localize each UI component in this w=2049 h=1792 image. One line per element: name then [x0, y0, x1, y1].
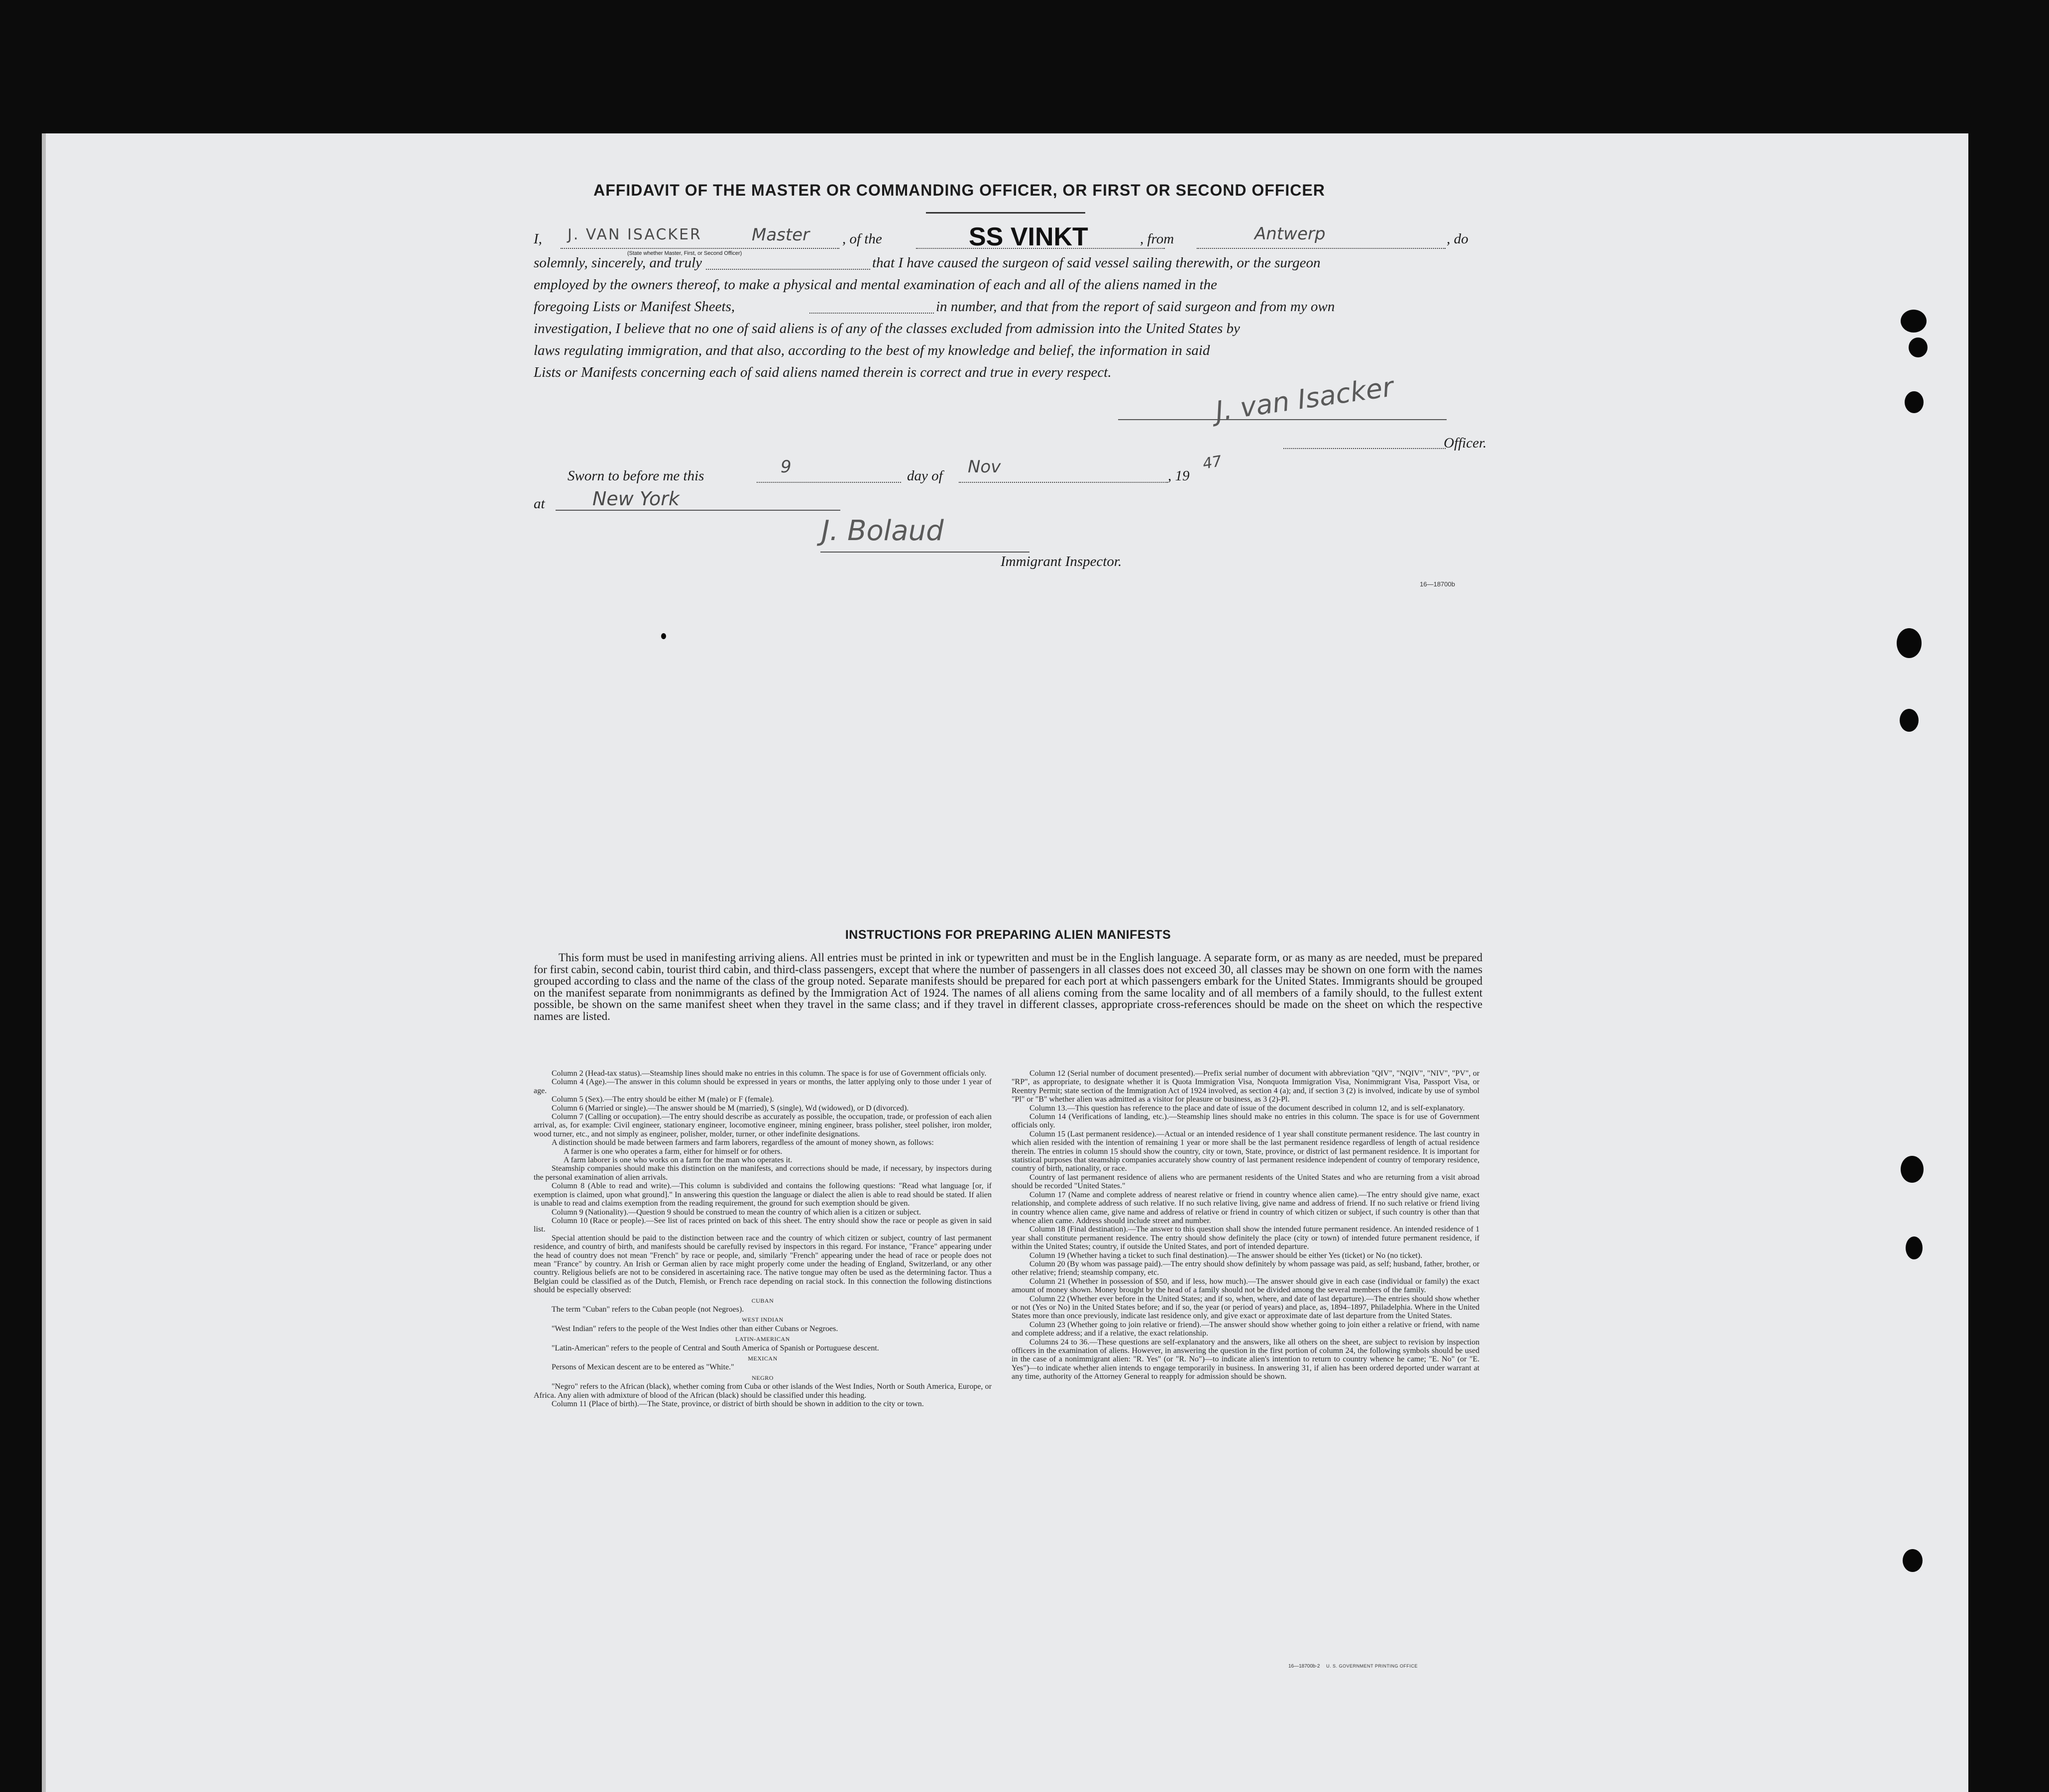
col-14-note: Column 14 (Verifications of landing, etc.).—Steamship lines should make no entries in this column. The space is for use of Government officials only. [1012, 1113, 1480, 1130]
farmer-definition: A farmer is one who operates a farm, either for himself or for others. [564, 1147, 783, 1156]
punch-hole [1897, 628, 1922, 658]
col-18-note: Column 18 (Final destination).—The answer to this question shall show the intended future permanent residence. An intended residence of 1 year shall constitute permanent residence. The entry should show definitely the place (city or town) of intended future permanent residence, if within the United States; country, if outside the United States, and port of intended departure. [1012, 1225, 1480, 1251]
col-23-note: Column 23 (Whether going to join relative or friend).—The answer should show whether going to join either a relative or friend, with name and complete address; and if a relative, the exact relationship. [1012, 1320, 1480, 1338]
col-17-note: Column 17 (Name and complete address of nearest relative or friend in country whence alien came).—The entry should give name, exact relationship, and complete address of such relative. If no such relative living, give name and address of friend. If no such relative or friend living in country whence alien came, give name and address of relative or friend in country of which citizen or subject, if such country is other than that whence alien came. Address should include street and number. [1012, 1190, 1480, 1225]
form-number-bottom: 16—18700b-2 [1288, 1664, 1320, 1669]
day-fill [757, 482, 901, 483]
negro-heading: NEGRO [752, 1374, 774, 1381]
officer-label: Officer. [1444, 435, 1487, 451]
inspector-signature-line [820, 552, 1029, 553]
cuban-text: The term "Cuban" refers to the Cuban people (not Negroes). [552, 1305, 744, 1314]
number-fill [809, 313, 934, 314]
aff-line-6: laws regulating immigration, and that also, according to the best of my knowledge and belief, the information in said [534, 342, 1210, 358]
col-10-note: Column 10 (Race or people).—See list of races printed on back of this sheet. The entry should show the race or people as given in said list. [534, 1216, 992, 1234]
col-21-note: Column 21 (Whether in possession of $50, and if less, how much).—The answer should give in each case (individual or family) the exact amount of money shown. Money brought by the head of a family should not be divided among the several members of the family. [1012, 1277, 1480, 1295]
mexican-heading: MEXICAN [748, 1355, 778, 1362]
port-from: Antwerp [1254, 224, 1326, 244]
cuban-heading: CUBAN [751, 1297, 774, 1304]
at-label: at [534, 496, 545, 512]
sworn-month: Nov [968, 457, 1001, 477]
month-fill [959, 482, 1168, 483]
punch-hole [1901, 310, 1927, 333]
day-of-label: day of [907, 468, 943, 484]
col-24-36-note: Columns 24 to 36.—These questions are self-explanatory and the answers, like all others on the sheet, are subject to revision by inspection officers in the examination of aliens. However, in answering the question in the first portion of column 24, the following symbols should be used in the case of a nonimmigrant alien: "R. Yes" (or "R. No")—to indicate alien's intention to return to country whence he came; "E. No" (or "E. Yes")—to indicate whether alien intends to engage temporarily in business. In answering 31, if alien has been ordered deported under warrant at any time, authority of the Attorney General to reapply for admission should be shown. [1012, 1338, 1480, 1381]
farm-laborer-definition: A farm laborer is one who works on a farm for the man who operates it. [564, 1156, 793, 1165]
sworn-place: New York [592, 488, 680, 510]
sworn-label: Sworn to before me this [568, 468, 704, 484]
punch-hole [1905, 391, 1924, 413]
vessel-name: SS VINKT [969, 223, 1088, 251]
farmer-distinction: A distinction should be made between farmers and farm laborers, regardless of the amount of money shown, as follows: [552, 1138, 934, 1147]
officer-signature-line [1118, 419, 1447, 420]
punch-hole [1900, 709, 1919, 732]
col-2-note: Column 2 (Head-tax status).—Steamship lines should make no entries in this column. The space is for use of Government officials only. [552, 1069, 987, 1078]
latin-american-heading: LATIN-AMERICAN [735, 1336, 790, 1343]
col-22-note: Column 22 (Whether ever before in the United States; and if so, when, where, and date of last departure).—The entries should show whether or not (Yes or No) in the United States before; and if so, the year (or period of years) and place, as, 1894–1897, Philadelphia. Where in the United States more than once previously, indicate last residence only, and give exact or approximate date of last departure from the United States. [1012, 1294, 1480, 1321]
label-do: , do [1447, 231, 1469, 247]
race-special-attention: Special attention should be paid to the distinction between race and the country of which citizen or subject, country of last permanent residence, and country of birth, and manifests should be carefully revised by inspectors in this regard. For instance, "France" appearing under the head of country does not mean "French" by race or people, and, similarly "French" appearing under the head of race or people does not mean "France" by country. An Irish or German alien by race might properly come under the heading of England, Switzerland, or any other country. Religious beliefs are not to be considered in ascertaining race. The native tongue may often be used as the determining factor. Thus a Belgian could be classified as of the Dutch, Flemish, or French race depending on racial stock. In this connection the following distinctions should be especially observed: [534, 1233, 992, 1295]
intro-paragraph: This form must be used in manifesting arriving aliens. All entries must be printed in ink or typewritten and must be in the English language. A separate form, or as many as are needed, must be prepared for first cabin, second cabin, tourist third cabin, and third-class passengers, except that where the number of passengers in all classes does not exceed 30, all classes may be shown on one form with the names grouped according to class and the name of the class of the group noted. Separate manifests should be prepared for each port at which passengers embark for the United States. Immigrants should be grouped on the manifest separate from nonimmigrants as defined by the Immigration Act of 1924. The names of all aliens coming from the same locality and of all members of a family should, to the fullest extent possible, be shown on the same manifest sheet when they travel in the same class; and if they travel in different classes, appropriate cross-references should be made on the sheet on which the respective names are listed. [534, 951, 1482, 1022]
aff-line-3: employed by the owners thereof, to make a physical and mental examination of each and all of the aliens named in the [534, 277, 1217, 293]
aff-line-5: investigation, I believe that no one of said aliens is of any of the classes excluded from admission into the United States by [534, 321, 1240, 336]
from-fill-line [1197, 248, 1446, 249]
master-title: Master [752, 225, 810, 245]
officer-fill-line [1283, 448, 1446, 449]
west-indian-text: "West Indian" refers to the people of the West Indies other than either Cubans or Negroes. [552, 1324, 838, 1333]
sheet-edge [42, 133, 46, 1792]
aff-line-7: Lists or Manifests concerning each of said aliens named therein is correct and true in every respect. [534, 364, 1112, 380]
punch-hole [1901, 1156, 1924, 1183]
punch-hole [1903, 1549, 1923, 1572]
aff-line-2a: solemnly, sincerely, and truly [534, 255, 702, 271]
inspector-signature: J. Bolaud [821, 515, 944, 547]
sworn-day: 9 [781, 457, 792, 477]
printing-office: U. S. GOVERNMENT PRINTING OFFICE [1326, 1664, 1418, 1669]
form-number: 16—18700b [1420, 580, 1455, 588]
mexican-text: Persons of Mexican descent are to be entered as "White." [552, 1363, 734, 1372]
col-13-note: Column 13.—This question has reference to the place and date of issue of the document described in column 12, and is self-explanatory. [1029, 1104, 1465, 1113]
instructions-right-column [1012, 1069, 1480, 1381]
inspector-label: Immigrant Inspector. [1001, 554, 1122, 569]
label-from: , from [1140, 231, 1174, 247]
steamship-distinction: Steamship companies should make this distinction on the manifests, and corrections should be made, if necessary, by inspectors during the personal examination of alien arrivals. [534, 1164, 992, 1182]
ink-dot [661, 633, 666, 639]
label-of-the: , of the [842, 231, 882, 247]
line2-fill [706, 269, 870, 270]
year-prefix: , 19 [1168, 468, 1190, 484]
affidavit-title: AFFIDAVIT OF THE MASTER OR COMMANDING OFFICER, OR FIRST OR SECOND OFFICER [593, 181, 1325, 199]
aff-line-2b: that I have caused the surgeon of said vessel sailing therewith, or the surgeon [872, 255, 1321, 271]
officer-signature: J. van Isacker [1213, 371, 1395, 427]
col-15-note: Column 15 (Last permanent residence).—Actual or an intended residence of 1 year shall constitute permanent residence. The last country in which alien resided with the intention of remaining 1 year or more shall be the last permanent residence regardless of length of actual residence therein. The entries in column 15 should show the country, city or town, State, province, or district of last permanent residence. It is important for statistical purposes that steamship companies accurately show country of last permanent residence independent of country of temporary residence, country of birth, nationality, or race. [1012, 1129, 1480, 1173]
latin-american-text: "Latin-American" refers to the people of Central and South America of Spanish or Portuguese descent. [552, 1344, 879, 1352]
state-note: (State whether Master, First, or Second Officer) [627, 250, 742, 256]
instructions-title: INSTRUCTIONS FOR PREPARING ALIEN MANIFESTS [845, 928, 1171, 942]
col-12-note: Column 12 (Serial number of document presented).—Prefix serial number of document with abbreviation "QIV", "NQIV", "NIV", "PV", or "RP", as appropriate, to designate whether it is Quota Immigration Visa, Nonquota Immigration Visa, Nonimmigrant Visa, Passport Visa, or Reentry Permit; state section of the Immigration Act of 1924 involved, as section 4 (a); and, if section 3 (2) is involved, indicate by use of symbol "Pl" or "B" whether alien was admitted as a visitor for pleasure or business, as 3 (2)-Pl. [1012, 1069, 1480, 1104]
col-6-note: Column 6 (Married or single).—The answer should be M (married), S (single), Wd (widowed), or D (divorced). [552, 1104, 909, 1113]
instructions-intro [534, 952, 1482, 1022]
col-19-note: Column 19 (Whether having a ticket to such final destination).—The answer should be either Yes (ticket) or No (no ticket). [1029, 1251, 1423, 1260]
place-fill [556, 510, 840, 511]
punch-hole [1909, 337, 1928, 357]
col-7-note: Column 7 (Calling or occupation).—The entry should describe as accurately as possible, the occupation, trade, or profession of each alien arrival, as, for example: Civil engineer, stationary engineer, locomotive engineer, mining engineer, brass polisher, steel polisher, iron molder, wood turner, etc., and not simply as engineer, polisher, molder, turner, or other indefinite designations. [534, 1113, 992, 1138]
west-indian-heading: WEST INDIAN [742, 1316, 784, 1324]
col-9-note: Column 9 (Nationality).—Question 9 should be construed to mean the country of which alien is a citizen or subject. [552, 1208, 921, 1217]
instructions-left-column [534, 1069, 992, 1408]
col-8-note: Column 8 (Able to read and write).—This column is subdivided and contains the following questions: "Read what language [or, if exemption is claimed, upon what ground]." In answering this question the language or dialect the alien is able to read should be stated. If alien is unable to read and claims exemption from the reading requirement, the ground for such exemption should be given. [534, 1182, 992, 1208]
aff-line-4b: in number, and that from the report of said surgeon and from my own [936, 299, 1335, 315]
punch-hole [1906, 1236, 1923, 1259]
col-11-note: Column 11 (Place of birth).—The State, province, or district of birth should be shown in addition to the city or town. [552, 1400, 924, 1409]
label-i: I, [534, 231, 542, 247]
negro-text: "Negro" refers to the African (black), whether coming from Cuba or other islands of the West Indies, North or South America, Europe, or Africa. Any alien with admixture of blood of the African (black) should be classified under this heading. [534, 1382, 992, 1400]
master-fill-line [561, 248, 839, 249]
sworn-year: 47 [1201, 452, 1223, 473]
title-rule [926, 212, 1085, 214]
col-20-note: Column 20 (By whom was passage paid).—The entry should show definitely by whom passage was paid, as self; husband, father, brother, or other relative; friend; steamship company, etc. [1012, 1259, 1480, 1277]
aff-line-4a: foregoing Lists or Manifest Sheets, [534, 299, 735, 315]
master-name: J. VAN ISACKER [568, 226, 702, 243]
col-5-note: Column 5 (Sex).—The entry should be either M (male) or F (female). [552, 1095, 774, 1104]
residence-note: Country of last permanent residence of aliens who are permanent residents of the United States and who are returning from a visit abroad should be recorded "United States." [1012, 1173, 1480, 1191]
col-4-note: Column 4 (Age).—The answer in this column should be expressed in years or months, the latter applying only to those under 1 year of age. [534, 1078, 992, 1095]
